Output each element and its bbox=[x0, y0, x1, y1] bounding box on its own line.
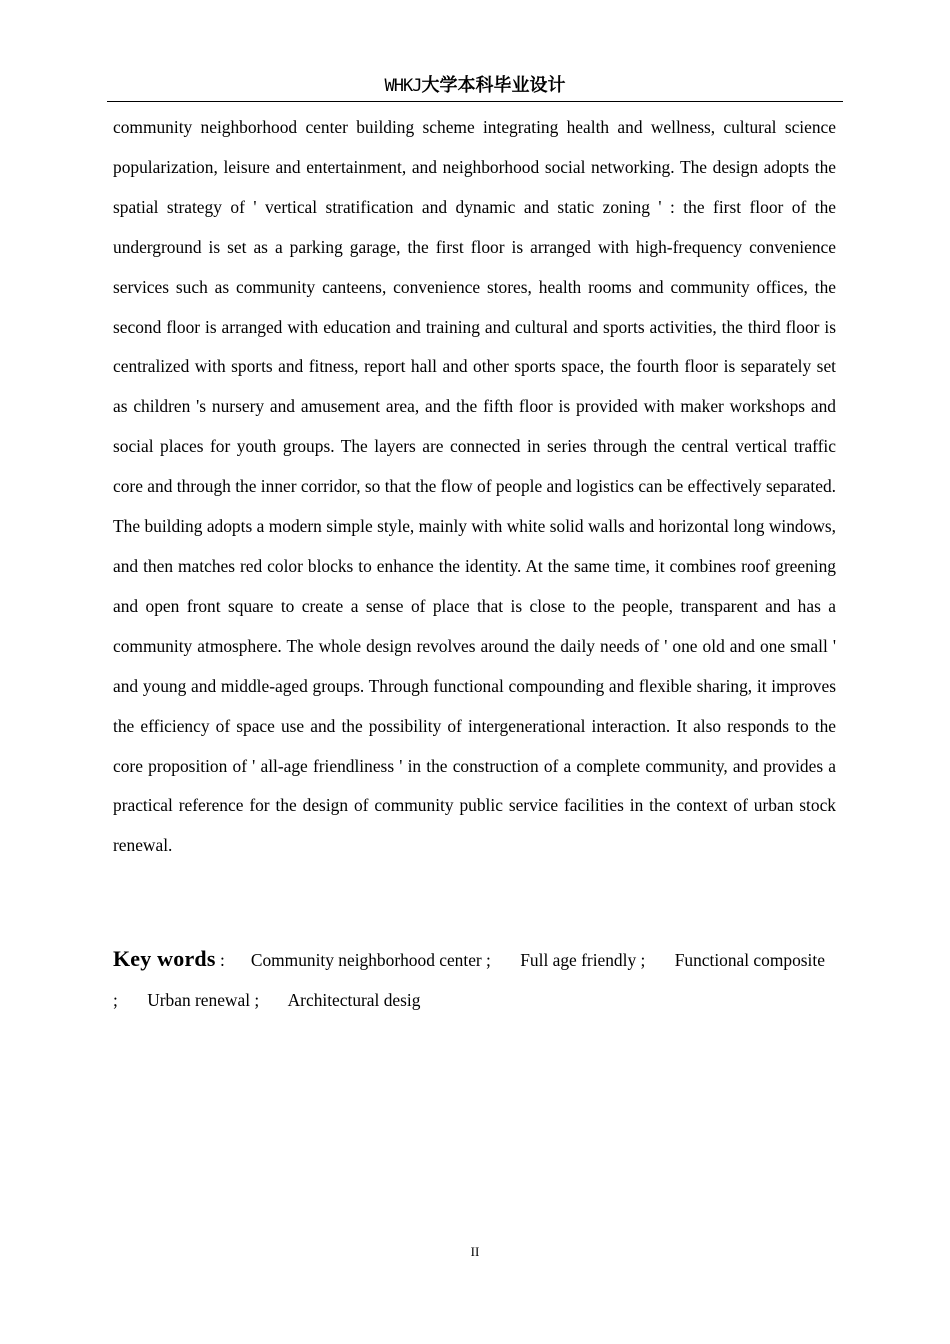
keyword-item: Functional composite ; bbox=[113, 950, 825, 1010]
page-header bbox=[107, 70, 843, 102]
keyword-item: Community neighborhood center ; bbox=[250, 950, 491, 970]
header-title-latin: WHKJ bbox=[384, 76, 422, 96]
keyword-item: Urban renewal ; bbox=[147, 989, 260, 1010]
keyword-item: Full age friendly ; bbox=[520, 950, 646, 970]
header-title-cjk: 大学本科毕业设计 bbox=[421, 75, 566, 96]
abstract-body-text: community neighborhood center building scheme integrating health and wellness, cultural science popularization, leisure and entertainment, and neighborhood social networking. The design adopts the spatial strategy of ' vertical stratification and dynamic and static zoning ' : the first floor of the underground is set as a parking garage, the first floor is arranged with high-frequency convenience services such as community canteens, convenience stores, health rooms and community offices, the second floor is arranged with education and training and cultural and sports activities, the third floor is centralized with sports and fitness, report hall and other sports space, the fourth floor is separately set as children 's nursery and amusement area, and the fifth floor is provided with maker workshops and social places for youth groups. The layers are connected in series through the central vertical traffic core and through the inner corridor, so that the flow of people and logistics can be effectively separated. The building adopts a modern simple style, mainly with white solid walls and horizontal long windows, and then matches red color blocks to enhance the identity. At the same time, it combines roof greening and open front square to create a sense of place that is close to the people, transparent and has a community atmosphere. The whole design revolves around the daily needs of ' one old and one small ' and young and middle-aged groups. Through functional compounding and flexible sharing, it improves the efficiency of space use and the possibility of intergenerational interaction. It also responds to the core proposition of ' all-age friendliness ' in the construction of a complete community, and provides a practical reference for the design of community public service facilities in the context of urban stock renewal. bbox=[113, 117, 836, 856]
header-title bbox=[385, 70, 566, 101]
keywords-label: Key words bbox=[113, 946, 216, 971]
keywords-section bbox=[113, 939, 836, 1020]
keywords-colon: : bbox=[220, 950, 225, 970]
keyword-item: Architectural desig bbox=[287, 989, 421, 1010]
page-number: II bbox=[470, 1244, 480, 1259]
